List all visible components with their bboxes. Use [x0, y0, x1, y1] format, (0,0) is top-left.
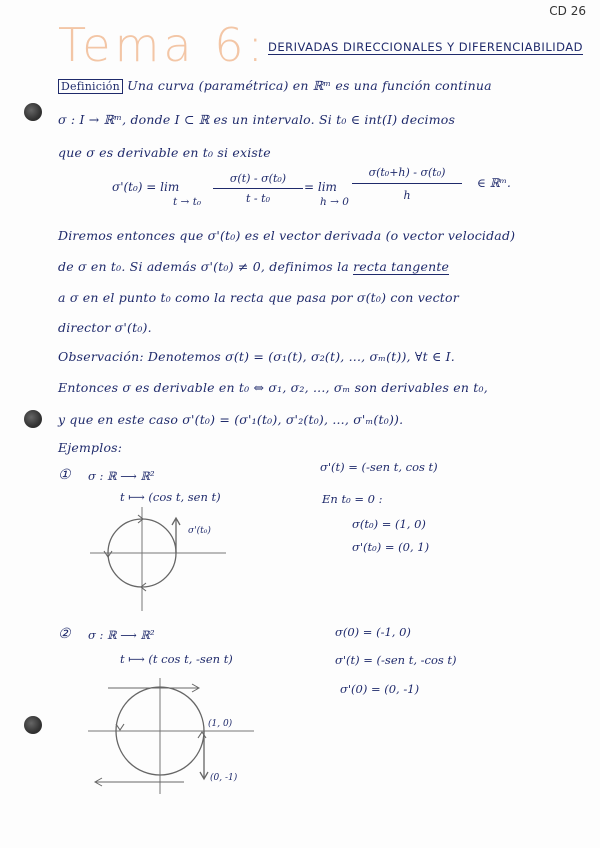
definition-line-2: σ : I → ℝᵐ, donde I ⊂ ℝ es un intervalo. Si t₀ ∈ int(I) decimos — [58, 112, 456, 127]
formula-frac2-denominator: h — [403, 189, 411, 202]
binder-hole — [24, 716, 42, 734]
example2-circle-plot — [88, 676, 258, 796]
example1-value-1: σ(t₀) = (1, 0) — [352, 517, 426, 531]
example2-derivative: σ'(t) = (-sen t, -cos t) — [335, 653, 457, 667]
observation-line-2: Entonces σ es derivable en t₀ ⇔ σ₁, σ₂, ..., σₘ son derivables en t₀, — [58, 380, 488, 395]
example2-map2: t ⟼ (t cos t, -sen t) — [120, 652, 233, 666]
page-subtitle: DERIVADAS DIRECCIONALES Y DIFERENCIABILIDAD — [268, 40, 583, 54]
definition-text-1: Una curva (paramétrica) en ℝᵐ es una función continua — [127, 78, 492, 93]
binder-hole — [24, 410, 42, 428]
paragraph-line-2-text: de σ en t₀. Si además σ'(t₀) ≠ 0, definimos la — [58, 259, 349, 274]
direction-arrow — [116, 724, 124, 730]
direction-arrow — [198, 732, 206, 738]
example1-map2: t ⟼ (cos t, sen t) — [120, 490, 221, 504]
formula-lhs: σ'(t₀) = lim — [112, 180, 180, 194]
paragraph-line-4: director σ'(t₀). — [58, 320, 152, 335]
binder-hole — [24, 103, 42, 121]
paragraph-line-1: Diremos entonces que σ'(t₀) es el vector derivada (o vector velocidad) — [58, 228, 516, 243]
example1-number: ① — [58, 467, 71, 483]
example1-at-point: En t₀ = 0 : — [322, 492, 383, 506]
example2-value-2: σ'(0) = (0, -1) — [340, 682, 420, 696]
example2-number: ② — [58, 626, 71, 642]
paragraph-line-2 — [58, 259, 449, 274]
example1-circle-plot — [90, 505, 230, 615]
examples-label: Ejemplos: — [58, 440, 123, 455]
page-code: CD 26 — [549, 4, 586, 18]
page-title: Tema 6: — [58, 18, 267, 72]
formula-tail: ∈ ℝᵐ. — [477, 176, 511, 190]
formula-frac2-numerator: σ(t₀+h) - σ(t₀) — [368, 166, 446, 179]
paragraph-line-3: a σ en el punto t₀ como la recta que pasa por σ(t₀) con vector — [58, 290, 459, 305]
definition-line-3: que σ es derivable en t₀ si existe — [58, 145, 271, 160]
formula-frac2-line — [352, 183, 462, 184]
formula-limit-2: h → 0 — [320, 196, 349, 208]
example1-map1: σ : ℝ ⟶ ℝ² — [88, 469, 155, 483]
observation-line-1: Observación: Denotemos σ(t) = (σ₁(t), σ₂(t), ..., σₘ(t)), ∀t ∈ I. — [58, 349, 455, 364]
example2-map1: σ : ℝ ⟶ ℝ² — [88, 628, 155, 642]
example1-value-2: σ'(t₀) = (0, 1) — [352, 540, 430, 554]
observation-line-3: y que en este caso σ'(t₀) = (σ'₁(t₀), σ'₂(t₀), ..., σ'ₘ(t₀)). — [58, 412, 404, 427]
definition-line-1 — [58, 78, 492, 93]
definition-label: Definición — [58, 79, 123, 94]
formula-eq2: = lim — [304, 180, 337, 194]
formula-frac1-line — [213, 188, 303, 189]
example2-plot-label-2: (0, -1) — [210, 773, 238, 783]
example2-value-1: σ(0) = (-1, 0) — [335, 625, 411, 639]
example1-derivative: σ'(t) = (-sen t, cos t) — [320, 460, 438, 474]
example2-plot-label-1: (1, 0) — [208, 719, 233, 729]
formula-frac1-numerator: σ(t) - σ(t₀) — [229, 172, 287, 185]
tangent-line-term: recta tangente — [353, 259, 450, 274]
example1-plot-label: σ'(t₀) — [188, 526, 211, 536]
formula-frac1-denominator: t - t₀ — [246, 192, 270, 205]
formula-limit-1: t → t₀ — [173, 196, 202, 208]
